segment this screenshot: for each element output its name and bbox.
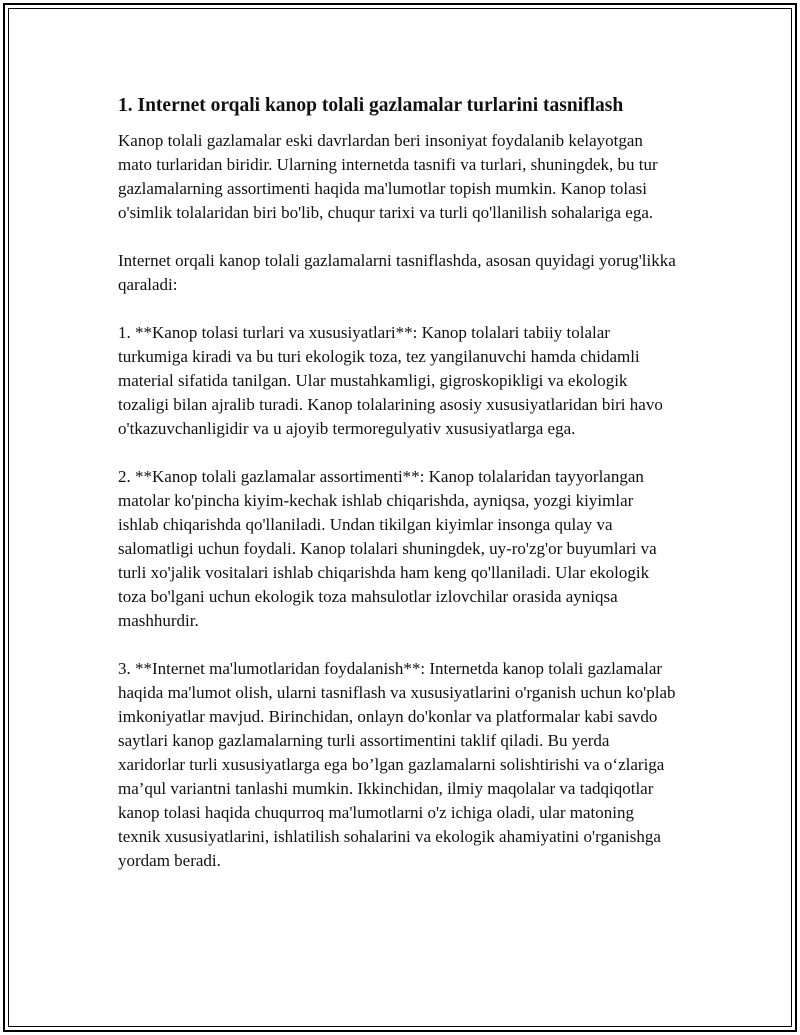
document-body xyxy=(118,93,678,897)
intro-paragraph: Kanop tolali gazlamalar eski davrlardan beri insoniyat foydalanib kelayotgan mato turlaridan biridir. Ularning internetda tasnifi va turlari, shuningdek, bu tur gazlamalarning assortimenti haqida ma'lumotlar topish mumkin. Kanop tolasi o'simlik tolalaridan biri bo'lib, chuqur tarixi va turli qo'llanilish sohalariga ega. xyxy=(118,131,658,222)
point-1-paragraph: 1. **Kanop tolasi turlari va xususiyatlari**: Kanop tolalari tabiiy tolalar turkumiga kiradi va bu turi ekologik toza, tez yangilanuvchi hamda chidamli material sifatida tanilgan. Ular mustahkamligi, gigroskopikligi va ekologik tozaligi bilan ajralib turadi. Kanop tolalarining asosiy xususiyatlaridan biri havo o'tkazuvchanligidir va u ajoyib termoregulyativ xususiyatlarga ega. xyxy=(118,323,663,438)
point-3-paragraph: 3. **Internet ma'lumotlaridan foydalanish**: Internetda kanop tolali gazlamalar haqida ma'lumot olish, ularni tasniflash va xususiyatlarini o'rganish uchun ko'plab imkoniyatlar mavjud. Birinchidan, onlayn do'konlar va platformalar kabi savdo saytlari kanop gazlamalarning turli assortimentini taklif qiladi. Bu yerda xaridorlar turli xususiyatlarga ega bo’lgan gazlamalarni solishtirishi va o‘zlariga ma’qul variantni tanlashi mumkin. Ikkinchidan, ilmiy maqolalar va tadqiqotlar kanop tolasi haqida chuqurroq ma'lumotlarni o'z ichiga oladi, ular matoning texnik xususiyatlarini, ishlatilish sohalarini va ekologik ahamiyatini o'rganishga yordam beradi. xyxy=(118,659,676,870)
section-heading: 1. Internet orqali kanop tolali gazlamalar turlarini tasniflash xyxy=(118,95,624,116)
point-2-paragraph: 2. **Kanop tolali gazlamalar assortimenti**: Kanop tolalaridan tayyorlangan matolar ko'pincha kiyim-kechak ishlab chiqarishda, ayniqsa, yozgi kiyimlar ishlab chiqarishda qo'llaniladi. Undan tikilgan kiyimlar insonga qulay va salomatligi uchun foydali. Kanop tolalari shuningdek, uy-ro'zg'or buyumlari va turli xo'jalik vositalari ishlab chiqarishda ham keng qo'llaniladi. Ular ekologik toza bo'lgani uchun ekologik toza mahsulotlar izlovchilar orasida ayniqsa mashhurdir. xyxy=(118,467,657,630)
lead-in-paragraph: Internet orqali kanop tolali gazlamalarni tasniflashda, asosan quyidagi yorug'likka qaraladi: xyxy=(118,251,676,294)
